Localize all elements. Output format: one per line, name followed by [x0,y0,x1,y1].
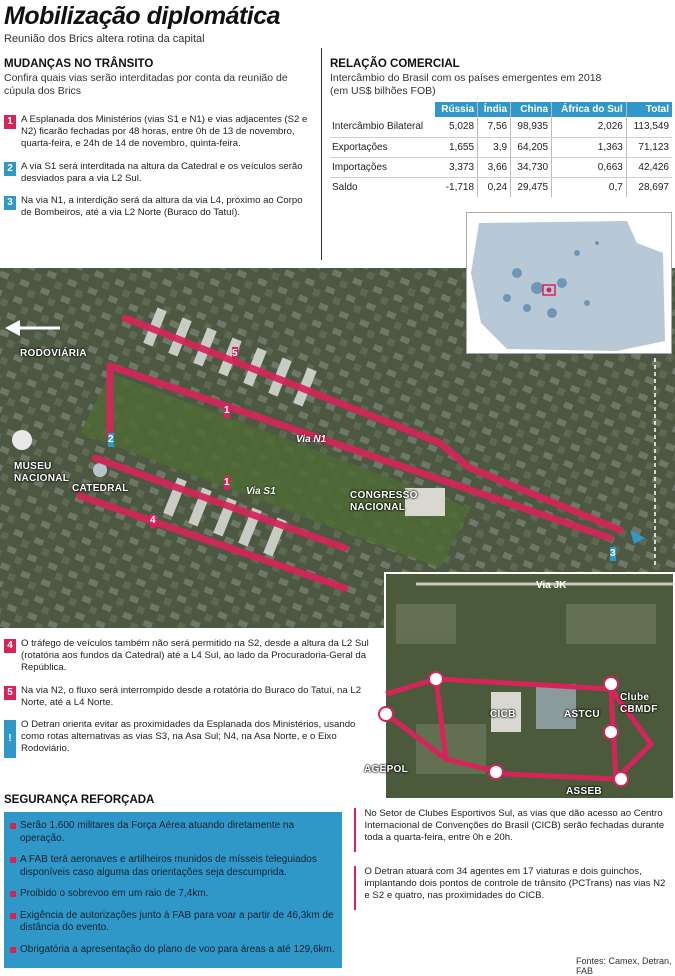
label-congresso-line1: CONGRESSO [350,490,418,501]
table-cell: 64,205 [511,137,552,157]
table-row [330,157,672,177]
traffic-item-3 [4,195,314,219]
table-cell: 42,426 [626,157,672,177]
traffic-intro: Confira quais vias serão interditadas por conta da reunião de cúpula dos Brics [4,72,288,97]
traffic-item-text: O tráfego de veículos também não será permitido na S2, desde a altura da L2 Sul (rotatória aos fundos da Catedral) até a L4 Sul, ao lado da Procuradoria-Geral da República. [21,638,369,674]
trade-section [330,58,672,197]
marker-badge: 5 [4,686,16,700]
table-cell: 1,655 [435,137,478,157]
traffic-item-4 [4,638,374,675]
bullet-icon [10,891,16,897]
table-cell: 29,475 [511,177,552,197]
label-via-n1: Via N1 [296,434,327,445]
inset-graphic [386,574,673,798]
label-astcu: ASTCU [564,709,600,720]
traffic-item-text: Na via N2, o fluxo será interrompido desde a rotatória do Buraco do Tatuí, na L2 Norte, até a L4 Norte. [21,684,362,708]
row-label: Saldo [332,181,358,193]
label-via-jk: Via JK [536,580,567,591]
table-cell: 3,373 [435,157,478,177]
map-marker-3: 3 [610,548,616,559]
traffic-item-1 [4,114,314,151]
map-marker-2: 2 [108,434,114,445]
note-cicb [354,808,672,852]
locator-map [466,212,672,354]
label-cicb: CICB [490,709,516,720]
map-marker-1: 1 [224,405,230,416]
note-detran [354,866,672,910]
traffic-section [4,58,314,219]
note-marker [354,808,356,852]
table-row [330,117,672,137]
security-box [4,812,342,968]
row-label: Exportações [330,137,435,157]
row-label: Intercâmbio Bilateral [330,117,435,137]
security-item: Proibido o sobrevoo em um raio de 7,4km. [10,888,336,901]
table-cell: 98,935 [511,117,552,137]
table-cell: 5,028 [435,117,478,137]
table-header-row [330,102,672,117]
table-cell: 3,66 [478,157,511,177]
page-title: Mobilização diplomática [4,2,281,30]
label-agepol: AGEPOL [364,764,409,775]
label-clube-line2: CBMDF [620,704,658,715]
col-header: Índia [478,102,511,117]
security-item: A FAB terá aeronaves e artilheiros munidos de mísseis teleguiados disponíveis caso alguma das orientações seja descumprida. [10,854,336,879]
cicb-inset-map [364,572,675,800]
table-cell: 34,730 [511,157,552,177]
row-label: Importações [330,157,435,177]
table-cell: 0,7 [552,177,627,197]
traffic-item-text: A via S1 será interditada na altura da Catedral e os veículos serão desviados para a via L2 Sul. [21,160,303,184]
col-header: África do Sul [552,102,627,117]
traffic-item-text: Na via N1, a interdição será da altura da via L4, próximo ao Corpo de Bombeiros, até a via L2 Norte (Buraco do Tatuí). [21,195,303,219]
note-marker [354,866,356,910]
label-museu-line1: MUSEU [14,461,52,472]
column-divider [321,48,322,260]
traffic-item-2 [4,161,314,185]
map-marker-4: 4 [150,515,156,526]
bullet-icon [10,823,16,829]
label-museu-line2: NACIONAL [14,473,70,484]
trade-heading: RELAÇÃO COMERCIAL [330,58,460,70]
trade-unit: (em US$ bilhões FOB) [330,85,436,97]
traffic-heading: MUDANÇAS NO TRÂNSITO [4,58,154,70]
page-subtitle: Reunião dos Brics altera rotina da capital [4,33,205,45]
table-cell: -1,718 [445,181,475,193]
table-row [330,177,672,197]
marker-badge: 2 [4,162,16,176]
sources: Fontes: Camex, Detran, FAB [576,956,672,976]
table-cell: 7,56 [478,117,511,137]
map-marker-5: 5 [232,348,238,359]
table-corner [330,102,435,117]
alert-icon: ! [4,720,16,758]
label-via-s1: Via S1 [246,486,276,497]
marker-badge: 4 [4,639,16,653]
col-header: China [511,102,552,117]
security-section [4,794,342,968]
traffic-item-text: O Detran orienta evitar as proximidades da Esplanada dos Ministérios, usando como rotas alternativas as vias S3, na Asa Sul; N4, na Asa Norte, e o Eixo Rodoviário. [21,719,356,755]
col-header: Rússia [435,102,478,117]
table-cell: 1,363 [552,137,627,157]
table-row [330,137,672,157]
locator-graphic [467,213,671,353]
table-cell: 113,549 [626,117,672,137]
bullet-icon [10,857,16,863]
security-heading: SEGURANÇA REFORÇADA [4,794,155,806]
security-item: Exigência de autorizações junto à FAB para voar a partir de 46,3km de distância do evento. [10,910,336,935]
table-cell: 71,123 [626,137,672,157]
note-text: No Setor de Clubes Esportivos Sul, as vias que dão acesso ao Centro Internacional de Convenções do Brasil (CICB) serão fechadas durante toda a quarta-feira, entre 0h e 20h. [364,808,665,844]
label-congresso-line2: NACIONAL [350,502,406,513]
table-cell: 3,9 [478,137,511,157]
traffic-item-alert [4,719,374,758]
security-item: Serão 1.600 militares da Força Aérea atuando diretamente na operação. [10,820,336,845]
trade-table [330,102,672,197]
marker-badge: 1 [4,115,16,129]
label-asseb: ASSEB [566,786,602,797]
table-cell: 28,697 [626,177,672,197]
table-cell: 0,663 [552,157,627,177]
bullet-icon [10,913,16,919]
label-clube-line1: Clube [620,692,650,703]
table-cell: 2,026 [552,117,627,137]
traffic-item-text: A Esplanada dos Ministérios (vias S1 e N1) e vias adjacentes (S2 e N2) ficarão fechadas por 48 horas, entre 0h de 13 de novembro, quarta-feira, e 24h de 14 de novembro, quinta-feira. [21,114,308,150]
note-text: O Detran atuará com 34 agentes em 17 viaturas e dois guinchos, implantando dois pontos de controle de trânsito (PCTrans) nas vias N2 e S2 e quatro, nas proximidades do CICB. [364,866,666,902]
label-rodoviaria: RODOVIÁRIA [20,348,87,359]
bullet-icon [10,947,16,953]
security-item: Obrigatória a apresentação do plano de voo para áreas a até 129,6km. [10,944,336,957]
map-marker-1b: 1 [224,477,230,488]
label-catedral: CATEDRAL [72,483,129,494]
marker-badge: 3 [4,196,16,210]
trade-subtitle: Intercâmbio do Brasil com os países emergentes em 2018 [330,72,602,84]
col-header: Total [626,102,672,117]
traffic-item-5 [4,685,374,709]
traffic-items-lower [4,638,374,758]
table-cell: 0,24 [478,177,511,197]
